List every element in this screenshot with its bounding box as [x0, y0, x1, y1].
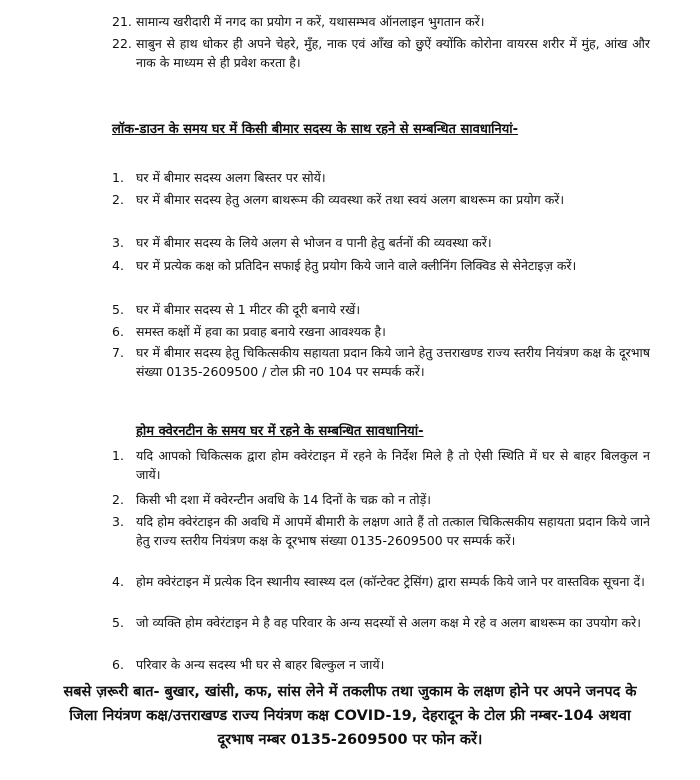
list-item — [112, 256, 650, 275]
list-item — [112, 512, 650, 550]
item-number: 3. — [112, 514, 124, 529]
item-number: 2. — [112, 192, 124, 207]
item-text: यदि आपको चिकित्सक द्वारा होम क्वेरंटाइन में रहने के निर्देश मिले है तो ऐसी स्थिति में घर से बाहर बिलकुल न जायें। — [136, 448, 650, 482]
list-item — [112, 446, 650, 484]
item-number: 1. — [112, 448, 124, 463]
item-number: 3. — [112, 235, 124, 250]
item-number: 5. — [112, 615, 124, 630]
list-item — [112, 190, 650, 209]
item-number: 4. — [112, 574, 124, 589]
list-item — [112, 233, 650, 252]
item-number: 22. — [112, 36, 132, 51]
list-item — [112, 168, 650, 187]
list-item — [112, 12, 650, 31]
list-item — [112, 655, 650, 674]
item-text: सामान्य खरीदारी में नगद का प्रयोग न करें, यथासम्भव ऑनलाइन भुगतान करें। — [136, 14, 485, 29]
list-item — [112, 343, 650, 381]
item-text: घर में बीमार सदस्य के लिये अलग से भोजन व पानी हेतु बर्तनों की व्यवस्था करें। — [136, 235, 492, 250]
item-text: घर में बीमार सदस्य हेतु अलग बाथरूम की व्यवस्था करें तथा स्वयं अलग बाथरूम का प्रयोग करें। — [136, 192, 565, 207]
list-item — [112, 572, 650, 591]
item-text: जो व्यक्ति होम क्वेरंटाइन मे है वह परिवार के अन्य सदस्यों से अलग कक्ष मे रहे व अलग बाथरूम का उपयोग करे। — [136, 615, 641, 630]
list-item — [112, 34, 650, 72]
item-text: घर में बीमार सदस्य हेतु चिकित्सकीय सहायता प्रदान किये जाने हेतु उत्तराखण्ड राज्य स्तरीय नियंत्रण कक्ष के दूरभाष संख्या 0135-2609500 / टोल फ्री न0 104 पर सम्पर्क करें। — [136, 345, 650, 379]
section-heading-lockdown: लॉक-डाउन के समय घर में किसी बीमार सदस्य के साथ रहने से सम्बन्धित सावधानियां- — [112, 122, 519, 137]
item-text: साबुन से हाथ धोकर ही अपने चेहरे, मुँह, नाक एवं आँख को छुऐं क्योंकि कोरोना वायरस शरीर में मुंह, आंख और नाक के माध्यम से ही प्रवेश करता है। — [136, 36, 650, 70]
item-text: घर में बीमार सदस्य से 1 मीटर की दूरी बनाये रखें। — [136, 302, 361, 317]
item-number: 6. — [112, 324, 124, 339]
item-text: समस्त कक्षों में हवा का प्रवाह बनाये रखना आवश्यक है। — [136, 324, 386, 339]
item-number: 1. — [112, 170, 124, 185]
list-item — [112, 300, 650, 319]
list-item — [112, 322, 650, 341]
item-text: यदि होम क्वेरंटाइन की अवधि में आपमें बीमारी के लक्षण आते हैं तो तत्काल चिकित्सकीय सहायता प्रदान किये जाने हेतु राज्य स्तरीय नियंत्रण कक्ष के दूरभाष संख्या 0135-2609500 पर सम्पर्क करें। — [136, 514, 650, 548]
list-item — [112, 490, 650, 509]
item-text: किसी भी दशा में क्वेरन्टीन अवधि के 14 दिनों के चक्र को न तोड़ें। — [136, 492, 432, 507]
item-number: 5. — [112, 302, 124, 317]
item-text: घर में प्रत्येक कक्ष को प्रतिदिन सफाई हेतु प्रयोग किये जाने वाले क्लीनिंग लिक्विड से सेनेटाइज़ करें। — [136, 258, 577, 273]
list-item — [112, 613, 650, 632]
item-text: परिवार के अन्य सदस्य भी घर से बाहर बिल्कुल न जायें। — [136, 657, 385, 672]
item-text: घर में बीमार सदस्य अलग बिस्तर पर सोयें। — [136, 170, 326, 185]
item-number: 21. — [112, 14, 132, 29]
item-number: 6. — [112, 657, 124, 672]
item-number: 2. — [112, 492, 124, 507]
item-number: 7. — [112, 345, 124, 360]
important-note: सबसे ज़रूरी बात- बुखार, खांसी, कफ, सांस लेने में तकलीफ तथा जुकाम के लक्षण होने पर अपने जनपद के जिला नियंत्रण कक्ष/उत्तराखण्ड राज्य नियंत्रण कक्ष COVID-19, देहरादून के टोल फ्री नम्बर-104 अथवा दूरभाष नम्बर 0135-2609500 पर फोन करें। — [63, 684, 637, 748]
section-heading-home-quarantine: होम क्वेरनटीन के समय घर में रहने के सम्बन्धित सावधानियां- — [136, 424, 424, 439]
item-number: 4. — [112, 258, 124, 273]
item-text: होम क्वेरंटाइन में प्रत्येक दिन स्थानीय स्वास्थ्य दल (कॉन्टेक्ट ट्रेसिंग) द्वारा सम्पर्क किये जाने पर वास्तविक सूचना दें। — [136, 574, 645, 589]
